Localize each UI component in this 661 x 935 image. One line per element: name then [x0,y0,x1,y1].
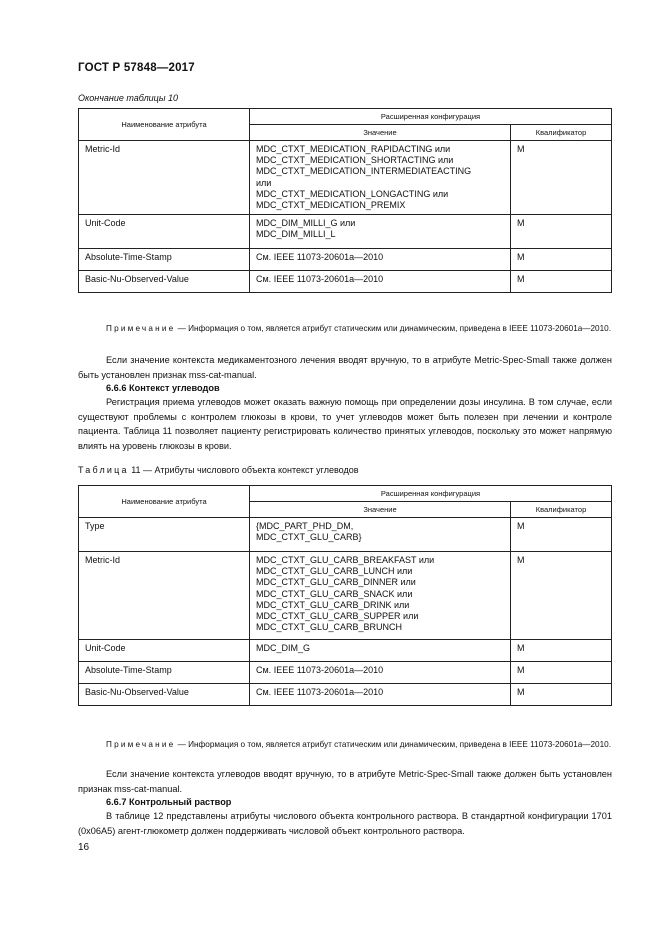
value-cell [250,640,511,662]
table11-caption-label: Таблица [78,465,129,475]
note-text: — Информация о том, является атрибут статическим или динамическим, приведена в IEEE 11073-20601а—2010. [175,324,611,333]
value-cell [250,684,511,706]
attribute-cell: Unit-Code [79,215,250,249]
table10-header-attribute: Наименование атрибута [79,109,250,141]
value-line: MDC_CTXT_MEDICATION_SHORTACTING или [256,155,454,166]
value-line: MDC_CTXT_GLU_CARB_BRUNCH [256,622,403,633]
value-line: {MDC_PART_PHD_DM, [256,521,354,531]
value-line: См. IEEE 11073-20601а—2010 [256,665,384,675]
table11-header-qualifier: Квалификатор [511,502,612,518]
qualifier-cell: M [511,640,612,662]
table-row [79,249,612,271]
section-6-6-7-heading: 6.6.7 Контрольный раствор [106,797,232,807]
table11-caption [78,465,359,475]
note-label: Примечание [106,324,176,333]
value-cell [250,249,511,271]
table10-header-extended-config: Расширенная конфигурация [250,109,612,125]
note-label: Примечание [106,740,176,749]
value-line: или [256,177,272,188]
section-6-6-7-text: В таблице 12 представлены атрибуты числового объекта контрольного раствора. В стандартной конфигурации 1701 (0x06A5) агент-глюкометр должен поддерживать числовой объект контрольного раствора. [78,811,612,836]
value-line: MDC_CTXT_GLU_CARB_BREAKFAST или [256,555,435,565]
note-1 [78,323,612,335]
qualifier-cell: M [511,518,612,552]
value-line: MDC_CTXT_GLU_CARB_LUNCH или [256,566,413,577]
value-cell [250,271,511,293]
value-line: См. IEEE 11073-20601а—2010 [256,274,384,285]
note-2 [78,739,612,751]
qualifier-cell: M [511,141,612,215]
table11-header-value: Значение [250,502,511,518]
value-line: MDC_DIM_G [256,643,311,653]
table10 [78,108,612,293]
table11-header-extended-config: Расширенная конфигурация [250,486,612,502]
value-cell [250,518,511,552]
attribute-cell: Basic-Nu-Observed-Value [79,684,250,706]
table-row [79,552,612,640]
qualifier-cell: M [511,552,612,640]
value-line: MDC_CTXT_GLU_CARB_SNACK или [256,588,413,599]
attribute-cell: Basic-Nu-Observed-Value [79,271,250,293]
value-line: См. IEEE 11073-20601а—2010 [256,687,384,697]
attribute-cell: Unit-Code [79,640,250,662]
qualifier-cell: M [511,271,612,293]
table11-caption-text: 11 — Атрибуты числового объекта контекст углеводов [128,465,359,475]
value-cell [250,552,511,640]
table-row [79,141,612,215]
table10-caption: Окончание таблицы 10 [78,93,178,103]
qualifier-cell: M [511,215,612,249]
paragraph-carb-manual: Если значение контекста углеводов вводят вручную, то в атрибуте Metric-Spec-Small также должен быть установлен признак mss-cat-manual. [78,769,612,794]
table-row [79,518,612,552]
value-line: MDC_CTXT_MEDICATION_PREMIX [256,200,406,211]
value-cell [250,662,511,684]
attribute-cell: Type [79,518,250,552]
value-line: MDC_DIM_MILLI_G или [256,218,356,229]
value-line: MDC_CTXT_GLU_CARB_DRINK или [256,599,410,610]
table-row [79,640,612,662]
value-line: MDC_CTXT_MEDICATION_INTERMEDIATEACTING [256,166,472,177]
attribute-cell: Absolute-Time-Stamp [79,249,250,271]
section-6-6-6-heading: 6.6.6 Контекст углеводов [106,383,220,393]
section-6-6-6-text: Регистрация приема углеводов может оказать важную помощь при определении дозы инсулина. В том случае, если существуют проблемы с контролем глюкозы в крови, то учет углеводов может быть полезен при лечении и контроле пациента. Таблица 11 позволяет пациенту регистрировать количество принятых углеводов, поскольку это может напрямую влиять на уровень глюкозы в крови. [78,397,612,451]
value-cell [250,141,511,215]
qualifier-cell: M [511,684,612,706]
attribute-cell: Absolute-Time-Stamp [79,662,250,684]
table11-header-attribute: Наименование атрибута [79,486,250,518]
qualifier-cell: M [511,662,612,684]
document-header: ГОСТ Р 57848—2017 [78,62,195,74]
page-number: 16 [78,842,90,853]
table-row [79,271,612,293]
table11 [78,485,612,706]
note-text: — Информация о том, является атрибут статическим или динамическим, приведена в IEEE 11073-20601а—2010. [175,740,611,749]
value-cell [250,215,511,249]
value-line: MDC_DIM_MILLI_L [256,229,336,240]
table10-header-qualifier: Квалификатор [511,125,612,141]
qualifier-cell: M [511,249,612,271]
table-row [79,215,612,249]
attribute-cell: Metric-Id [79,141,250,215]
table-row [79,684,612,706]
value-line: MDC_CTXT_MEDICATION_LONGACTING или [256,188,449,199]
attribute-cell: Metric-Id [79,552,250,640]
value-line: MDC_CTXT_GLU_CARB} [256,532,362,543]
table10-header-value: Значение [250,125,511,141]
value-line: MDC_CTXT_GLU_CARB_DINNER или [256,577,416,588]
value-line: MDC_CTXT_GLU_CARB_SUPPER или [256,611,419,622]
table-row [79,662,612,684]
value-line: MDC_CTXT_MEDICATION_RAPIDACTING или [256,144,451,154]
paragraph-medication-manual: Если значение контекста медикаментозного лечения вводят вручную, то в атрибуте Metric-Spec-Small также должен быть установлен признак mss-cat-manual. [78,355,612,380]
value-line: См. IEEE 11073-20601а—2010 [256,252,384,263]
